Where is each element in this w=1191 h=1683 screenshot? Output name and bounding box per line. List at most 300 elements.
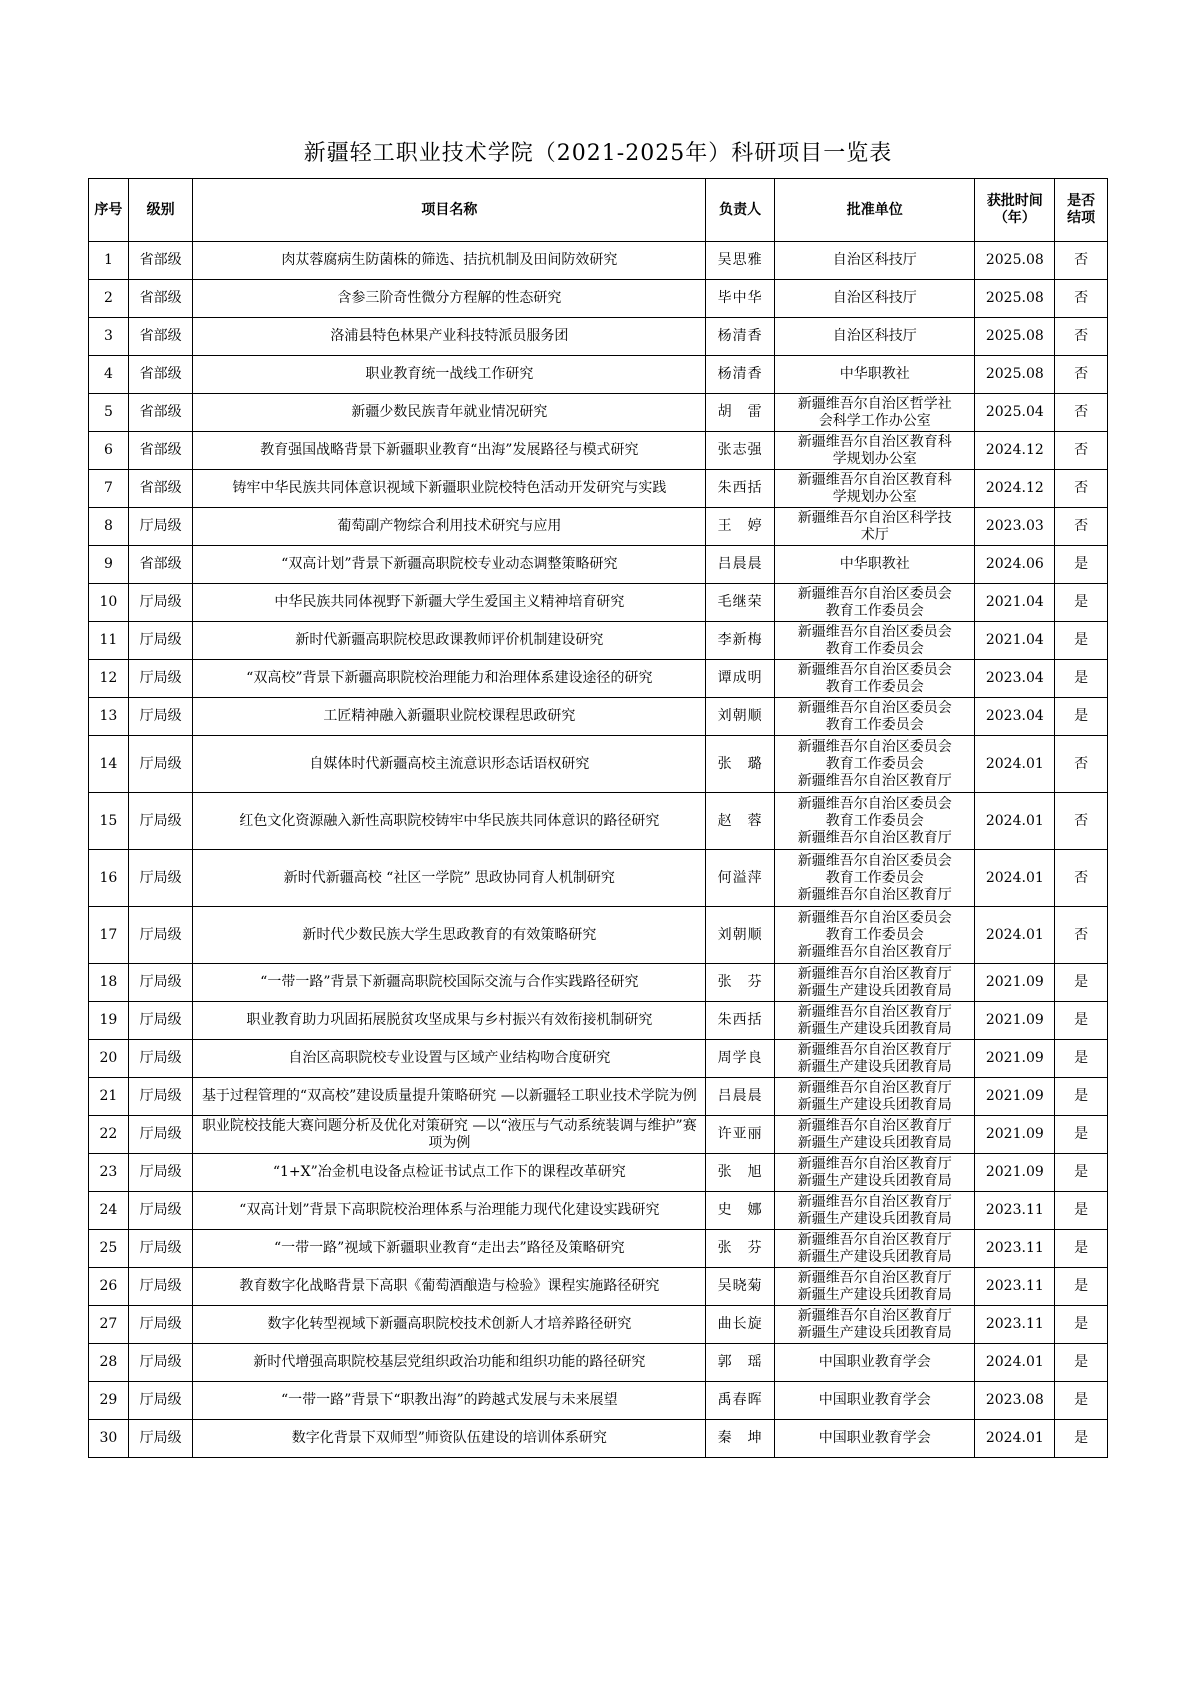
cell-index: 12 (89, 660, 129, 698)
cell-approved-date: 2023.08 (975, 1382, 1055, 1420)
cell-owner: 杨清香 (706, 356, 775, 394)
cell-project-name: 铸牢中华民族共同体意识视域下新疆职业院校特色活动开发研究与实践 (193, 470, 706, 508)
cell-index: 29 (89, 1382, 129, 1420)
approving-unit-line: 新疆维吾尔自治区教育厅 (797, 943, 952, 960)
cell-closed: 否 (1055, 356, 1108, 394)
table-row (89, 394, 1108, 432)
cell-index: 27 (89, 1306, 129, 1344)
cell-index: 6 (89, 432, 129, 470)
cell-approving-unit (775, 1344, 975, 1382)
cell-closed: 是 (1055, 698, 1108, 736)
table-row (89, 546, 1108, 584)
cell-project-name: 肉苁蓉腐病生防菌株的筛选、拮抗机制及田间防效研究 (193, 242, 706, 280)
cell-level: 厅局级 (128, 1154, 193, 1192)
cell-closed: 是 (1055, 584, 1108, 622)
cell-approved-date: 2021.09 (975, 1002, 1055, 1040)
approving-unit-line: 新疆维吾尔自治区委员会 (797, 699, 952, 716)
table-row (89, 1078, 1108, 1116)
cell-owner: 朱西括 (706, 1002, 775, 1040)
table-header (89, 179, 1108, 242)
approving-unit-line: 新疆维吾尔自治区委员会 (797, 795, 952, 812)
cell-closed: 是 (1055, 1002, 1108, 1040)
cell-index: 11 (89, 622, 129, 660)
cell-level: 厅局级 (128, 907, 193, 964)
cell-approving-unit (775, 698, 975, 736)
cell-index: 17 (89, 907, 129, 964)
cell-approved-date: 2025.08 (975, 318, 1055, 356)
table-row (89, 1040, 1108, 1078)
cell-closed: 是 (1055, 964, 1108, 1002)
cell-closed: 是 (1055, 1116, 1108, 1154)
cell-project-name: 红色文化资源融入新性高职院校铸牢中华民族共同体意识的路径研究 (193, 793, 706, 850)
cell-index: 20 (89, 1040, 129, 1078)
table-row (89, 508, 1108, 546)
cell-owner: 朱西括 (706, 470, 775, 508)
cell-index: 15 (89, 793, 129, 850)
cell-level: 厅局级 (128, 1268, 193, 1306)
cell-index: 18 (89, 964, 129, 1002)
cell-approved-date: 2023.11 (975, 1306, 1055, 1344)
approving-unit-line: 新疆生产建设兵团教育局 (797, 1020, 952, 1037)
cell-index: 19 (89, 1002, 129, 1040)
cell-project-name: “1+X”冶金机电设备点检证书试点工作下的课程改革研究 (193, 1154, 706, 1192)
table-row (89, 584, 1108, 622)
approving-unit-line: 术厅 (860, 526, 889, 543)
approving-unit-line: 新疆维吾尔自治区教育科 (797, 471, 952, 488)
cell-index: 4 (89, 356, 129, 394)
cell-project-name: 职业教育统一战线工作研究 (193, 356, 706, 394)
cell-index: 8 (89, 508, 129, 546)
approving-unit-line: 学规划办公室 (832, 450, 917, 467)
table-row (89, 660, 1108, 698)
table-row (89, 622, 1108, 660)
approving-unit-line: 新疆维吾尔自治区教育厅 (797, 1041, 952, 1058)
table-row (89, 1306, 1108, 1344)
approving-unit-line: 新疆维吾尔自治区教育厅 (797, 886, 952, 903)
cell-closed: 否 (1055, 432, 1108, 470)
approving-unit-line: 教育工作委员会 (825, 926, 924, 943)
cell-level: 厅局级 (128, 698, 193, 736)
cell-approving-unit (775, 907, 975, 964)
approving-unit-line: 教育工作委员会 (825, 678, 924, 695)
cell-closed: 是 (1055, 1382, 1108, 1420)
cell-project-name: 基于过程管理的“双高校”建设质量提升策略研究 —以新疆轻工职业技术学院为例 (193, 1078, 706, 1116)
cell-index: 22 (89, 1116, 129, 1154)
cell-owner: 吴思雅 (706, 242, 775, 280)
cell-approving-unit (775, 584, 975, 622)
table-row (89, 1420, 1108, 1458)
cell-approving-unit (775, 318, 975, 356)
table-row (89, 470, 1108, 508)
cell-level: 省部级 (128, 432, 193, 470)
approving-unit-line: 中国职业教育学会 (818, 1354, 931, 1370)
cell-closed: 是 (1055, 546, 1108, 584)
cell-approved-date: 2021.04 (975, 622, 1055, 660)
cell-owner: 张 芬 (706, 964, 775, 1002)
approving-unit-line: 中华职教社 (839, 556, 910, 572)
header-closed-line1: 是否 (1067, 193, 1096, 209)
table-row (89, 736, 1108, 793)
approving-unit-line: 新疆维吾尔自治区委员会 (797, 585, 952, 602)
table-row (89, 1268, 1108, 1306)
approving-unit-line: 新疆维吾尔自治区教育厅 (797, 1079, 952, 1096)
cell-approving-unit (775, 470, 975, 508)
cell-closed: 否 (1055, 793, 1108, 850)
cell-approved-date: 2023.04 (975, 698, 1055, 736)
cell-index: 24 (89, 1192, 129, 1230)
cell-level: 厅局级 (128, 508, 193, 546)
cell-closed: 是 (1055, 1154, 1108, 1192)
cell-level: 厅局级 (128, 736, 193, 793)
header-index: 序号 (89, 179, 129, 242)
cell-approving-unit (775, 1382, 975, 1420)
cell-closed: 否 (1055, 280, 1108, 318)
cell-level: 厅局级 (128, 1192, 193, 1230)
cell-project-name: “一带一路”背景下“职教出海”的跨越式发展与未来展望 (193, 1382, 706, 1420)
cell-closed: 是 (1055, 1078, 1108, 1116)
approving-unit-line: 新疆生产建设兵团教育局 (797, 1286, 952, 1303)
approving-unit-line: 新疆维吾尔自治区教育厅 (797, 965, 952, 982)
cell-closed: 是 (1055, 1420, 1108, 1458)
cell-owner: 刘朝顺 (706, 698, 775, 736)
approving-unit-line: 中华职教社 (839, 366, 910, 382)
cell-project-name: 职业教育助力巩固拓展脱贫攻坚成果与乡村振兴有效衔接机制研究 (193, 1002, 706, 1040)
cell-project-name: “双高校”背景下新疆高职院校治理能力和治理体系建设途径的研究 (193, 660, 706, 698)
cell-approving-unit (775, 1192, 975, 1230)
cell-approving-unit (775, 964, 975, 1002)
cell-approved-date: 2024.01 (975, 850, 1055, 907)
cell-level: 省部级 (128, 356, 193, 394)
cell-approved-date: 2023.11 (975, 1230, 1055, 1268)
cell-index: 9 (89, 546, 129, 584)
table-row (89, 1344, 1108, 1382)
cell-level: 省部级 (128, 546, 193, 584)
table-row (89, 793, 1108, 850)
cell-approving-unit (775, 432, 975, 470)
cell-owner: 吕晨晨 (706, 546, 775, 584)
table-row (89, 1382, 1108, 1420)
approving-unit-line: 新疆维吾尔自治区教育厅 (797, 1003, 952, 1020)
cell-owner: 张志强 (706, 432, 775, 470)
cell-approved-date: 2024.12 (975, 470, 1055, 508)
cell-level: 厅局级 (128, 964, 193, 1002)
cell-owner: 史 娜 (706, 1192, 775, 1230)
cell-project-name: 新疆少数民族青年就业情况研究 (193, 394, 706, 432)
cell-closed: 是 (1055, 622, 1108, 660)
cell-approved-date: 2021.09 (975, 1078, 1055, 1116)
cell-owner: 王 婷 (706, 508, 775, 546)
table-row (89, 1154, 1108, 1192)
cell-owner: 张 芬 (706, 1230, 775, 1268)
cell-owner: 胡 雷 (706, 394, 775, 432)
cell-owner: 赵 蓉 (706, 793, 775, 850)
cell-owner: 曲长旋 (706, 1306, 775, 1344)
cell-approved-date: 2024.01 (975, 1420, 1055, 1458)
cell-closed: 否 (1055, 242, 1108, 280)
cell-project-name: 新时代增强高职院校基层党组织政治功能和组织功能的路径研究 (193, 1344, 706, 1382)
approving-unit-line: 新疆维吾尔自治区委员会 (797, 909, 952, 926)
cell-approved-date: 2023.11 (975, 1192, 1055, 1230)
cell-approved-date: 2024.12 (975, 432, 1055, 470)
cell-project-name: “一带一路”背景下新疆高职院校国际交流与合作实践路径研究 (193, 964, 706, 1002)
cell-approved-date: 2023.11 (975, 1268, 1055, 1306)
cell-owner: 张 璐 (706, 736, 775, 793)
header-row (89, 179, 1108, 242)
cell-index: 2 (89, 280, 129, 318)
cell-approved-date: 2025.08 (975, 356, 1055, 394)
cell-level: 厅局级 (128, 793, 193, 850)
approving-unit-line: 新疆维吾尔自治区委员会 (797, 623, 952, 640)
table-row (89, 698, 1108, 736)
cell-closed: 是 (1055, 1040, 1108, 1078)
cell-approving-unit (775, 1268, 975, 1306)
cell-approved-date: 2025.08 (975, 280, 1055, 318)
cell-approving-unit (775, 1306, 975, 1344)
cell-closed: 否 (1055, 850, 1108, 907)
cell-approving-unit (775, 356, 975, 394)
cell-level: 厅局级 (128, 1040, 193, 1078)
cell-index: 14 (89, 736, 129, 793)
cell-project-name: 数字化背景下双师型”师资队伍建设的培训体系研究 (193, 1420, 706, 1458)
header-project-name: 项目名称 (193, 179, 706, 242)
cell-index: 30 (89, 1420, 129, 1458)
table-row (89, 356, 1108, 394)
header-approved-date-line2: （年） (993, 210, 1036, 226)
approving-unit-line: 新疆生产建设兵团教育局 (797, 1134, 952, 1151)
cell-closed: 否 (1055, 907, 1108, 964)
header-approved-date (975, 179, 1055, 242)
cell-closed: 是 (1055, 1192, 1108, 1230)
cell-approving-unit (775, 1154, 975, 1192)
cell-project-name: 中华民族共同体视野下新疆大学生爱国主义精神培育研究 (193, 584, 706, 622)
header-level: 级别 (128, 179, 193, 242)
approving-unit-line: 教育工作委员会 (825, 755, 924, 772)
cell-level: 省部级 (128, 280, 193, 318)
cell-project-name: 洛浦县特色林果产业科技特派员服务团 (193, 318, 706, 356)
approving-unit-line: 新疆维吾尔自治区委员会 (797, 852, 952, 869)
projects-table (88, 178, 1108, 1458)
cell-level: 省部级 (128, 242, 193, 280)
cell-closed: 否 (1055, 394, 1108, 432)
cell-level: 厅局级 (128, 1344, 193, 1382)
cell-owner: 张 旭 (706, 1154, 775, 1192)
cell-approved-date: 2025.04 (975, 394, 1055, 432)
approving-unit-line: 中国职业教育学会 (818, 1392, 931, 1408)
cell-approving-unit (775, 394, 975, 432)
cell-owner: 刘朝顺 (706, 907, 775, 964)
cell-approved-date: 2024.06 (975, 546, 1055, 584)
approving-unit-line: 教育工作委员会 (825, 640, 924, 657)
cell-index: 16 (89, 850, 129, 907)
approving-unit-line: 新疆维吾尔自治区科学技 (797, 509, 952, 526)
approving-unit-line: 教育工作委员会 (825, 602, 924, 619)
cell-project-name: 数字化转型视域下新疆高职院校技术创新人才培养路径研究 (193, 1306, 706, 1344)
approving-unit-line: 新疆生产建设兵团教育局 (797, 1324, 952, 1341)
cell-closed: 是 (1055, 1268, 1108, 1306)
cell-index: 26 (89, 1268, 129, 1306)
cell-closed: 否 (1055, 508, 1108, 546)
cell-level: 省部级 (128, 470, 193, 508)
header-owner: 负责人 (706, 179, 775, 242)
table-row (89, 280, 1108, 318)
cell-owner: 吕晨晨 (706, 1078, 775, 1116)
cell-owner: 李新梅 (706, 622, 775, 660)
cell-approving-unit (775, 660, 975, 698)
cell-owner: 毕中华 (706, 280, 775, 318)
cell-index: 21 (89, 1078, 129, 1116)
cell-index: 1 (89, 242, 129, 280)
table-row (89, 432, 1108, 470)
cell-project-name: 教育数字化战略背景下高职《葡萄酒酿造与检验》课程实施路径研究 (193, 1268, 706, 1306)
cell-approved-date: 2024.01 (975, 1344, 1055, 1382)
cell-closed: 是 (1055, 660, 1108, 698)
cell-index: 5 (89, 394, 129, 432)
cell-project-name: 自治区高职院校专业设置与区域产业结构吻合度研究 (193, 1040, 706, 1078)
cell-level: 厅局级 (128, 622, 193, 660)
cell-closed: 否 (1055, 470, 1108, 508)
cell-project-name: “双高计划”背景下高职院校治理体系与治理能力现代化建设实践研究 (193, 1192, 706, 1230)
cell-approving-unit (775, 793, 975, 850)
cell-owner: 郭 瑶 (706, 1344, 775, 1382)
cell-level: 厅局级 (128, 1306, 193, 1344)
approving-unit-line: 新疆维吾尔自治区教育厅 (797, 1269, 952, 1286)
cell-owner: 周学良 (706, 1040, 775, 1078)
cell-approving-unit (775, 736, 975, 793)
cell-approved-date: 2021.09 (975, 1116, 1055, 1154)
cell-project-name: “一带一路”视域下新疆职业教育“走出去”路径及策略研究 (193, 1230, 706, 1268)
cell-closed: 是 (1055, 1230, 1108, 1268)
cell-project-name: 工匠精神融入新疆职业院校课程思政研究 (193, 698, 706, 736)
header-approving-unit: 批准单位 (775, 179, 975, 242)
cell-approving-unit (775, 1002, 975, 1040)
header-approved-date-line1: 获批时间 (986, 193, 1043, 209)
table-row (89, 850, 1108, 907)
cell-index: 7 (89, 470, 129, 508)
cell-level: 厅局级 (128, 584, 193, 622)
cell-approved-date: 2024.01 (975, 736, 1055, 793)
cell-approving-unit (775, 242, 975, 280)
approving-unit-line: 新疆维吾尔自治区教育厅 (797, 772, 952, 789)
cell-level: 厅局级 (128, 1230, 193, 1268)
cell-approving-unit (775, 508, 975, 546)
approving-unit-line: 自治区科技厅 (832, 328, 917, 344)
approving-unit-line: 新疆维吾尔自治区委员会 (797, 661, 952, 678)
cell-level: 厅局级 (128, 1420, 193, 1458)
approving-unit-line: 学规划办公室 (832, 488, 917, 505)
table-row (89, 907, 1108, 964)
cell-level: 省部级 (128, 318, 193, 356)
cell-index: 23 (89, 1154, 129, 1192)
cell-project-name: 葡萄副产物综合利用技术研究与应用 (193, 508, 706, 546)
cell-index: 3 (89, 318, 129, 356)
table-row (89, 1230, 1108, 1268)
table-row (89, 1192, 1108, 1230)
approving-unit-line: 新疆生产建设兵团教育局 (797, 982, 952, 999)
cell-approving-unit (775, 1420, 975, 1458)
cell-approved-date: 2021.09 (975, 1154, 1055, 1192)
cell-closed: 否 (1055, 736, 1108, 793)
approving-unit-line: 教育工作委员会 (825, 716, 924, 733)
table-row (89, 1116, 1108, 1154)
approving-unit-line: 新疆维吾尔自治区教育厅 (797, 1231, 952, 1248)
cell-approving-unit (775, 546, 975, 584)
approving-unit-line: 会科学工作办公室 (818, 412, 931, 429)
cell-approved-date: 2021.09 (975, 1040, 1055, 1078)
cell-approving-unit (775, 1116, 975, 1154)
approving-unit-line: 新疆维吾尔自治区哲学社 (797, 395, 952, 412)
cell-approved-date: 2024.01 (975, 907, 1055, 964)
cell-project-name: “双高计划”背景下新疆高职院校专业动态调整策略研究 (193, 546, 706, 584)
approving-unit-line: 教育工作委员会 (825, 812, 924, 829)
approving-unit-line: 新疆维吾尔自治区教育厅 (797, 1307, 952, 1324)
cell-owner: 秦 坤 (706, 1420, 775, 1458)
cell-project-name: 新时代少数民族大学生思政教育的有效策略研究 (193, 907, 706, 964)
page-title: 新疆轻工职业技术学院（2021-2025年）科研项目一览表 (303, 141, 893, 166)
approving-unit-line: 新疆维吾尔自治区委员会 (797, 738, 952, 755)
approving-unit-line: 自治区科技厅 (832, 252, 917, 268)
cell-approving-unit (775, 1230, 975, 1268)
approving-unit-line: 新疆生产建设兵团教育局 (797, 1058, 952, 1075)
cell-index: 13 (89, 698, 129, 736)
cell-index: 10 (89, 584, 129, 622)
cell-index: 25 (89, 1230, 129, 1268)
table-row (89, 964, 1108, 1002)
table-row (89, 318, 1108, 356)
approving-unit-line: 新疆维吾尔自治区教育科 (797, 433, 952, 450)
cell-owner: 何溢萍 (706, 850, 775, 907)
cell-level: 厅局级 (128, 1382, 193, 1420)
cell-approving-unit (775, 280, 975, 318)
cell-approved-date: 2021.04 (975, 584, 1055, 622)
approving-unit-line: 新疆维吾尔自治区教育厅 (797, 1117, 952, 1134)
cell-approved-date: 2023.04 (975, 660, 1055, 698)
table-row (89, 242, 1108, 280)
approving-unit-line: 新疆生产建设兵团教育局 (797, 1096, 952, 1113)
approving-unit-line: 新疆生产建设兵团教育局 (797, 1248, 952, 1265)
approving-unit-line: 新疆生产建设兵团教育局 (797, 1172, 952, 1189)
approving-unit-line: 自治区科技厅 (832, 290, 917, 306)
header-closed-line2: 结项 (1067, 210, 1096, 226)
cell-approving-unit (775, 622, 975, 660)
cell-level: 厅局级 (128, 1002, 193, 1040)
cell-approved-date: 2023.03 (975, 508, 1055, 546)
cell-closed: 否 (1055, 318, 1108, 356)
approving-unit-line: 教育工作委员会 (825, 869, 924, 886)
approving-unit-line: 中国职业教育学会 (818, 1430, 931, 1446)
cell-project-name: 职业院校技能大赛问题分析及优化对策研究 —以“液压与气动系统装调与维护”赛项为例 (193, 1116, 706, 1154)
cell-project-name: 新时代新疆高职院校思政课教师评价机制建设研究 (193, 622, 706, 660)
cell-project-name: 教育强国战略背景下新疆职业教育“出海”发展路径与模式研究 (193, 432, 706, 470)
cell-index: 28 (89, 1344, 129, 1382)
cell-owner: 禹春晖 (706, 1382, 775, 1420)
cell-approving-unit (775, 850, 975, 907)
header-closed (1055, 179, 1108, 242)
approving-unit-line: 新疆生产建设兵团教育局 (797, 1210, 952, 1227)
approving-unit-line: 新疆维吾尔自治区教育厅 (797, 1193, 952, 1210)
cell-closed: 是 (1055, 1306, 1108, 1344)
approving-unit-line: 新疆维吾尔自治区教育厅 (797, 1155, 952, 1172)
cell-owner: 吴晓菊 (706, 1268, 775, 1306)
cell-project-name: 含参三阶奇性微分方程解的性态研究 (193, 280, 706, 318)
cell-approving-unit (775, 1078, 975, 1116)
cell-approved-date: 2024.01 (975, 793, 1055, 850)
cell-level: 厅局级 (128, 1116, 193, 1154)
cell-closed: 是 (1055, 1344, 1108, 1382)
cell-level: 省部级 (128, 394, 193, 432)
cell-project-name: 新时代新疆高校 “社区一学院” 思政协同育人机制研究 (193, 850, 706, 907)
cell-owner: 谭成明 (706, 660, 775, 698)
cell-level: 厅局级 (128, 660, 193, 698)
